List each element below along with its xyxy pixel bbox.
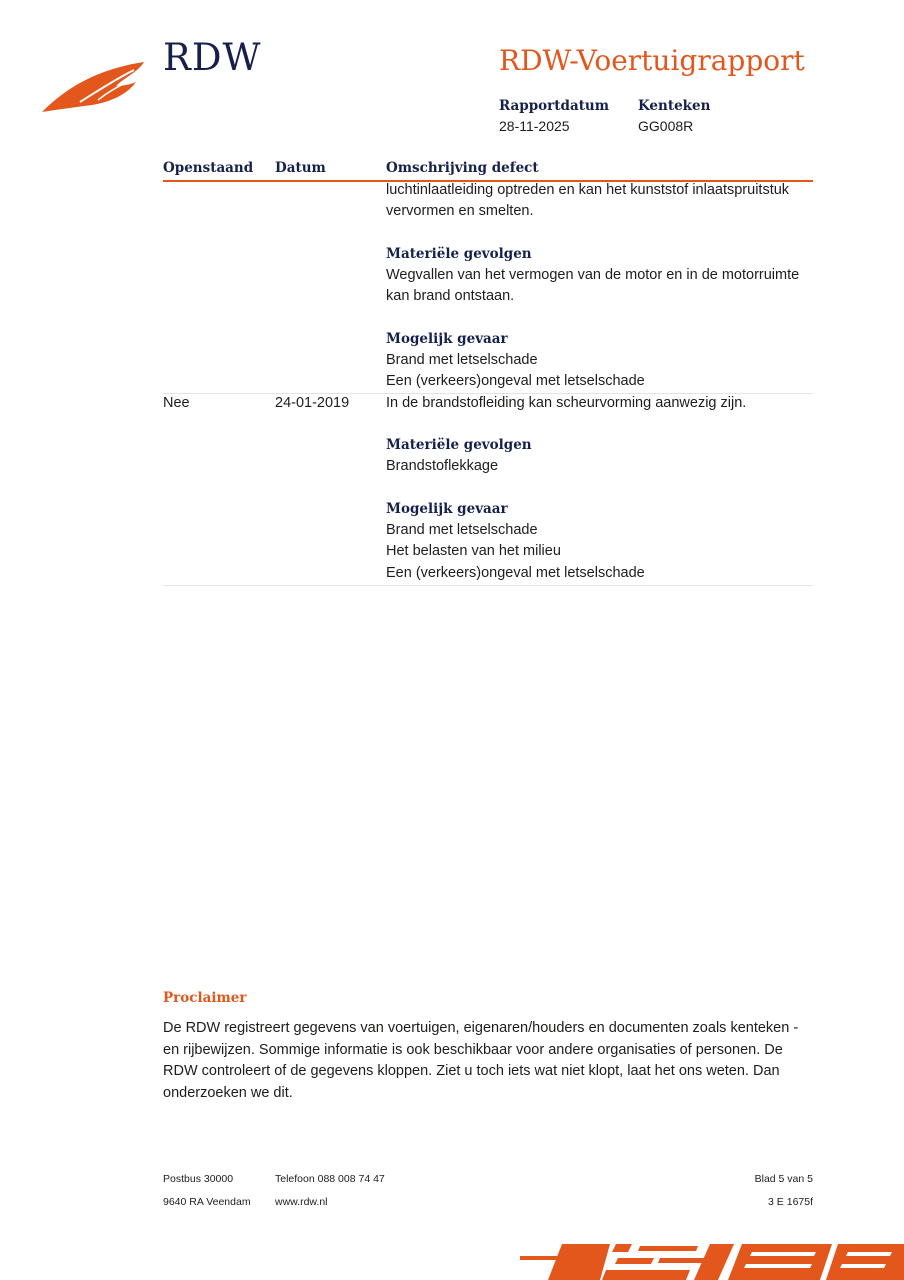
footer-phone: Telefoon 088 008 74 47 — [275, 1173, 385, 1185]
footer-address-line2: 9640 RA Veendam — [163, 1196, 251, 1208]
column-header-description: Omschrijving defect — [386, 160, 539, 176]
consequences-heading: Materiële gevolgen — [386, 437, 532, 453]
row-divider — [163, 585, 813, 586]
danger-line: Een (verkeers)ongeval met letselschade — [386, 565, 645, 581]
danger-heading: Mogelijk gevaar — [386, 331, 508, 347]
description-line: vervormen en smelten. — [386, 203, 534, 219]
report-title: RDW-Voertuigrapport — [499, 44, 805, 77]
decorative-stripes-icon — [520, 1244, 904, 1280]
danger-heading: Mogelijk gevaar — [386, 501, 508, 517]
rdw-logo-icon — [40, 56, 150, 116]
description-line: luchtinlaatleiding optreden en kan het kunststof inlaatspruitstuk — [386, 182, 790, 198]
plate-value: GG008R — [638, 118, 694, 134]
danger-line: Het belasten van het milieu — [386, 543, 561, 559]
column-header-date: Datum — [275, 160, 326, 176]
danger-line: Een (verkeers)ongeval met letselschade — [386, 373, 645, 389]
row-open-status: Nee — [163, 395, 190, 411]
row-date: 24-01-2019 — [275, 395, 350, 411]
danger-line: Brand met letselschade — [386, 352, 538, 368]
column-header-open: Openstaand — [163, 160, 254, 176]
consequences-heading: Materiële gevolgen — [386, 246, 532, 262]
footer-address-line1: Postbus 30000 — [163, 1173, 234, 1185]
danger-line: Brand met letselschade — [386, 522, 538, 538]
consequence-line: Wegvallen van het vermogen van de motor en in de motorruimte — [386, 267, 800, 283]
logo-text: RDW — [163, 36, 262, 79]
row-description: In de brandstofleiding kan scheurvorming aanwezig zijn. — [386, 395, 747, 411]
report-date-value: 28-11-2025 — [499, 118, 570, 134]
footer-website-link[interactable]: www.rdw.nl — [275, 1196, 328, 1208]
footer-code: 3 E 1675f — [768, 1196, 813, 1208]
plate-label: Kenteken — [638, 98, 711, 114]
proclaimer-title: Proclaimer — [163, 990, 247, 1006]
consequence-line: Brandstoflekkage — [386, 458, 499, 474]
footer-page-number: Blad 5 van 5 — [754, 1173, 813, 1185]
proclaimer-text: De RDW registreert gegevens van voertuigen, eigenaren/houders en documenten zoals kenteken - en rijbewijzen. Sommige informatie is ook beschikbaar voor andere organisaties of personen. De RDW controleert of de gegevens kloppen. Ziet u toch iets wat niet klopt, laat het ons weten. Dan onderzoeken we dit. — [163, 1020, 799, 1101]
report-date-label: Rapportdatum — [499, 98, 610, 114]
consequence-line: kan brand ontstaan. — [386, 288, 515, 304]
